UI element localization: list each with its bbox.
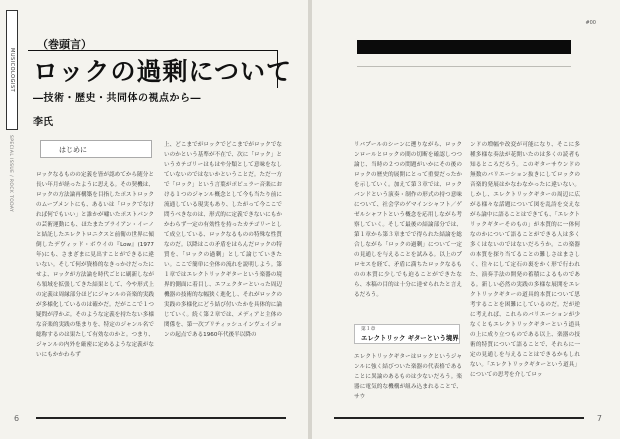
right-page-column-1: リバプールのシーンに遡りながら、ロックンロールとロックの間の切断を確認しつつ論じ、当時の２つの問題がいかにその後のロックの歴史的展開にとって重要だったかを示していく。加えて第３章では、ロックバンドという演奏・制作の形式の持つ意味について、社会学のゲマインシャフト／ゲゼルシャフトという概念を応用しながら考察していく。そして最後の結論部分では、第１章から第３章までで得られた結論を総合しながら「ロックの過剰」について一定の見通しを与えることを試みる。以上のプロセスを経て、矛盾に満ちたロックなるものの本質に少しでも迫ることができたなら、本稿の目的は十分に達せられたと言えるだろう。 <box>354 142 462 298</box>
chapter-heading-box <box>354 324 460 344</box>
left-page-column-1: ロックなるものの定義を皆が認めてから随分と長い年月が経ったように思える。その契機は、ロックの方法論再構築を目指したポストロックのムーブメントにも、あるいは「ロックでなければ何でもいい」と誰かが嘯いたポストパンクの芸術運動にも、ほたまたブライアン・イーノと結託したエレクトロニクスと前衛の世界に傾倒したデヴィッド・ボウイの『Low』(1977年)にも、さまざまに見出すことができるに違いない。そして何が資格的なきっかけだったにせよ、ロックが方法論を時代ごとに刷新しながら領域を拡張してきた結果として、今や形式上の定義は周縁部分ほどにジャンルの音楽的実践が多様化しているのは確かだ。だがここで１つ疑問が浮かぶ。そのような定義を持たない多様な音楽的実践の集まりを、特定のジャンル名で総称するのは果たして有効なのかと。つまり、ジャンルの内外を厳密に定めるような定義がないにもかかわらず <box>36 172 154 358</box>
header-black-bar <box>357 40 571 54</box>
left-footer-bar <box>36 417 286 419</box>
chapter-title: エレクトリック ギターという境界 <box>361 334 459 342</box>
chapter-number: 第１章 <box>361 327 376 332</box>
right-page <box>312 0 620 439</box>
right-page-column-2: ンドの増幅や改変が可能になり、そこに多種多様な奏法が花開いたのは多くの読者も知るところだろう。このギターサウンドの無数のバリエーション抜きにしてロックの音楽的発展はかなわなかったに違いない。しかし、エレクトリックギターの周辺に広がる様々な話題について図を乱詩を交えながら論中に語ることはできても、「エレクトリックギターそのもの」が本質的に一体何なのかについて語ることができる人は多く多くはないのではないだろうか。この楽器の本質を探り当てることの難しさはまさしく、往々にして定石の裏をかく形で行われた、演奏手法の開発の蓄積によるものである。新しい必然の実践の多様な展開をエレクトリックギターの道具的本質について思考することを困難にしているのだ。だが逆に考えれば、これらのバリエーションが少なくともエレクトリックギターという道具の上に成り立つものである以上、楽器の技術的特質について語ることで、それらに一定の見通しを与えることはできるかもしれない。「エレクトリックギターという道具」についての思考を介してロッ <box>470 142 580 378</box>
article-author: 李氏 <box>33 117 53 128</box>
article-subtitle: ―技術・歴史・共同体の視点から― <box>33 93 201 104</box>
left-page-column-2: 上、どこまでがロックでどこまでがロックでないのかという基準が不在で、次に「ロック」というカテゴリーはもはや分類として意味をなしていないのではないかということだ。ただ一方で「ロック」という言葉がポピュラー音楽における１つのジャンル概念として今も当たり前に流通している現実もあり、したがって今ここで問うべきなのは、形式的に定義できないにもかかわらず一定の有効性を持ったカテゴリーとして成立している、ロックなるものの特殊な性質なのだ。以降はこの矛盾をはらんだロックの特質を、「ロックの過剰」として論じていきたい。ここで簡単に全体の流れを説明しよう。第１章ではエレクトリックギターという楽器の境界的側面に着目し、エフェクターといった周辺機器の技術的な幅狭く進化し、それがロックの実践の多様化にどう結び付いたかを具体的に論じていく。続く第２章では、メディアと主体の関係を、第一次ブリティッシュインヴェイジョンの起点である1960年代後半以降の <box>164 142 282 338</box>
article-kicker: （巻頭言） <box>37 38 92 51</box>
magazine-side-subtitle: SPECIAL ISSUE / ROCK TODAY <box>8 135 13 213</box>
right-page-column-1-continued: エレクトリックギターはロックというジャンルに強く結びついた楽器の代表格であることに異論のあるものは少ないだろう。楽器に電気的な機構が組み込まれることで、サウ <box>354 354 462 400</box>
article-title: ロックの過剰について <box>33 57 293 86</box>
left-page <box>0 0 308 439</box>
section-heading: はじめに <box>40 140 152 158</box>
left-page-number: 6 <box>14 414 20 423</box>
right-page-number: 7 <box>596 414 602 423</box>
magazine-side-strip: MUSICOLOGIST <box>6 10 18 130</box>
header-rule <box>357 66 571 67</box>
issue-number: #00 <box>585 20 596 26</box>
right-footer-bar <box>334 417 584 419</box>
